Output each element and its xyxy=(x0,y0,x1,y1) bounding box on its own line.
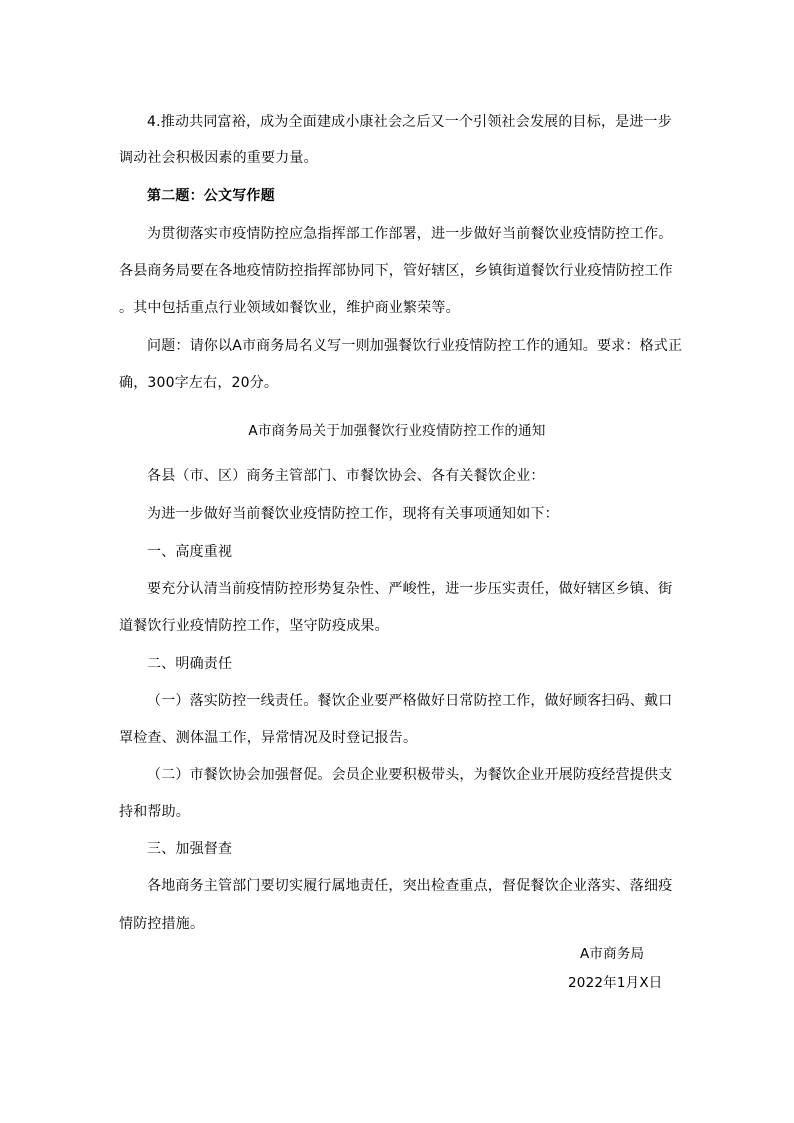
notice-heading-1: 一、高度重视 xyxy=(147,544,233,560)
notice-title: A市商务局关于加强餐饮行业疫情防控工作的通知 xyxy=(248,423,546,439)
section2-title: 第二题：公文写作题 xyxy=(147,188,275,204)
notice-p2a-line1: （一）落实防控一线责任。餐饮企业要严格做好日常防控工作，做好顾客扫码、戴口 xyxy=(147,693,673,709)
item4-line2: 调动社会积极因素的重要力量。 xyxy=(119,150,318,166)
question-line1: 问题：请你以A市商务局名义写一则加强餐饮行业疫情防控工作的通知。要求：格式正 xyxy=(147,338,683,354)
notice-p3-line2: 情防控措施。 xyxy=(119,916,205,932)
notice-p2b-line1: （二）市餐饮协会加强督促。会员企业要积极带头，为餐饮企业开展防疫经营提供支 xyxy=(147,767,673,783)
intro-line2: 各县商务局要在各地疫情防控指挥部协同下，管好辖区，乡镇街道餐饮行业疫情防控工作 xyxy=(119,263,673,279)
notice-heading-3: 三、加强督查 xyxy=(147,841,233,857)
intro-line1: 为贯彻落实市疫情防控应急指挥部工作部署，进一步做好当前餐饮业疫情防控工作。 xyxy=(147,226,673,242)
notice-heading-2: 二、明确责任 xyxy=(147,656,233,672)
notice-signature: A市商务局 xyxy=(580,946,645,962)
notice-p2a-line2: 罩检查、测体温工作，异常情况及时登记报告。 xyxy=(119,730,418,746)
question-line2: 确，300字左右，20分。 xyxy=(119,375,279,391)
notice-p1-line2: 道餐饮行业疫情防控工作，坚守防疫成果。 xyxy=(119,618,389,634)
notice-addressee: 各县（市、区）商务主管部门、市餐饮协会、各有关餐饮企业： xyxy=(147,468,545,484)
notice-date: 2022年1月X日 xyxy=(568,975,663,991)
notice-opening: 为进一步做好当前餐饮业疫情防控工作，现将有关事项通知如下： xyxy=(147,506,559,522)
intro-line3: 。其中包括重点行业领域如餐饮业，维护商业繁荣等。 xyxy=(119,300,460,316)
notice-p3-line1: 各地商务主管部门要切实履行属地责任，突出检查重点，督促餐饮企业落实、落细疫 xyxy=(147,878,673,894)
item4-line1: 4.推动共同富裕，成为全面建成小康社会之后又一个引领社会发展的目标，是进一步 xyxy=(147,114,672,130)
notice-p1-line1: 要充分认清当前疫情防控形势复杂性、严峻性，进一步压实责任，做好辖区乡镇、街 xyxy=(147,581,673,597)
notice-p2b-line2: 持和帮助。 xyxy=(119,804,190,820)
